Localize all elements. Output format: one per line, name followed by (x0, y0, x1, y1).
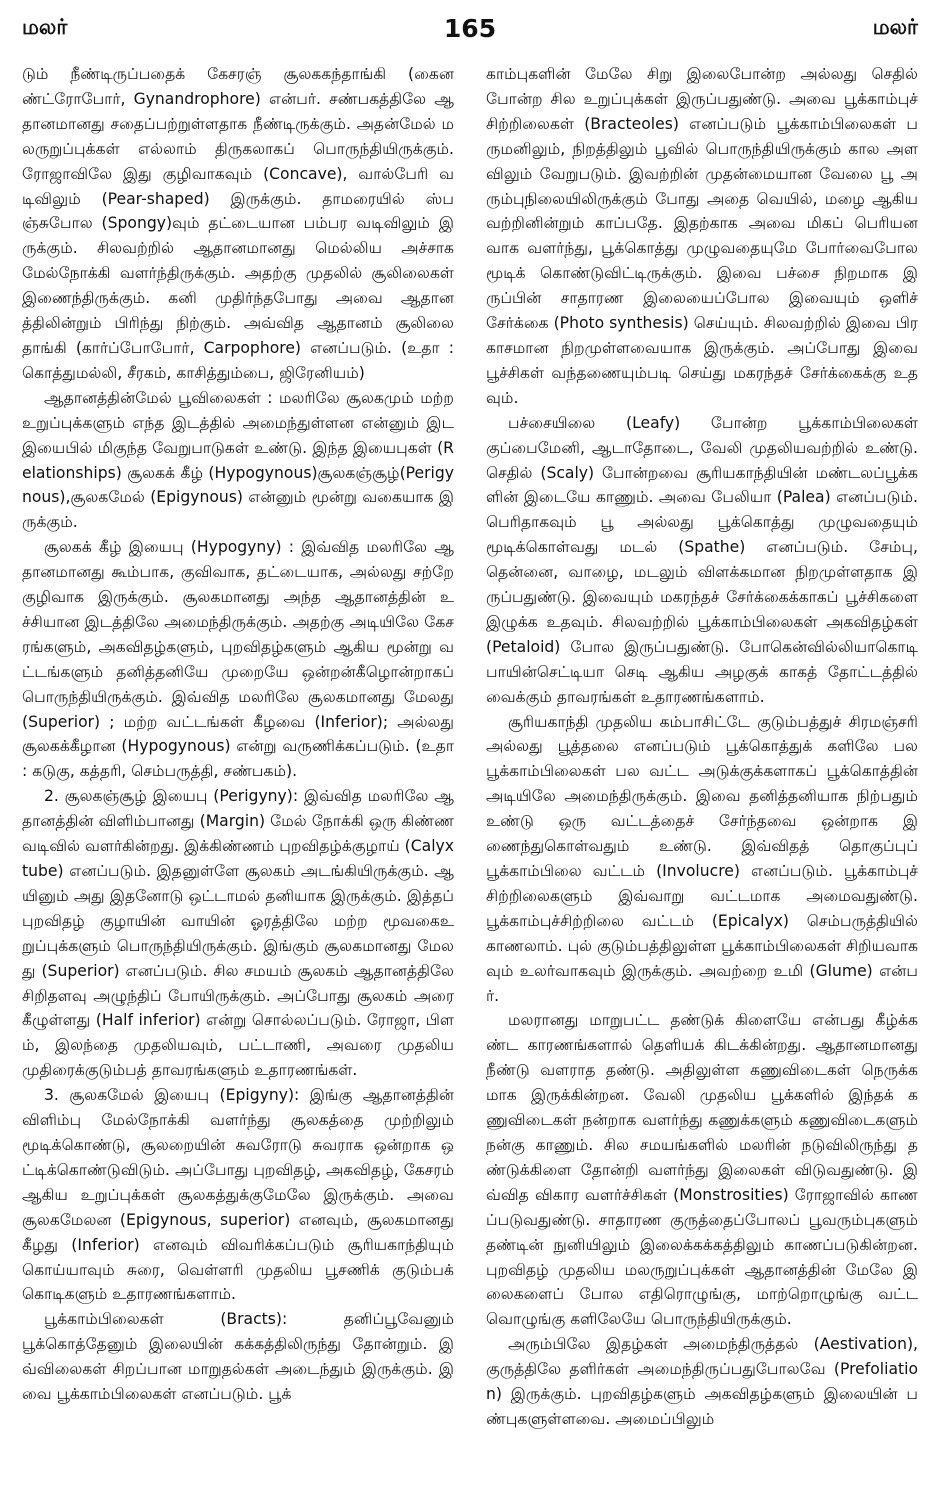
paragraph: காம்புகளின் மேலே சிறு இலைபோன்ற அல்லது செதில் போன்ற சில உறுப்புக்கள் இருப்பதுண்டு. அவை பூக்காம்புச் சிற்றிலைகள் (Bracteoles) எனப்படும் பூக்காம்பிலைகள் பருமனிலும், நிறத்திலும் பூவில் பொருந்தியிருக்கும் கால அளவிலும் வேறுபடும். இவற்றின் முதன்மையான வேலை பூ அரும்புநிலையிலிருக்கும் போது அதை வெயில், மழை ஆகியவற்றினின்றும் காப்பதே. இதற்காக அவை மிகப் பெரியனவாக வளர்ந்து, பூக்கொத்து முழுவதையுமே போர்வைபோல மூடிக் கொண்டுவிட்டிருக்கும். இவை பச்சை நிறமாக இருப்பின் சாதாரண இலையைப்போல இவையும் ஒளிச் சேர்க்கை (Photo synthesis) செய்யும். சிலவற்றில் இவை பிரகாசமான நிறமுள்ளவையாக இருக்கும். அப்போது இவை பூச்சிகள் வந்தணையும்படி செய்து மகரந்தச் சேர்க்கைக்கு உதவும். (486, 65, 918, 407)
paragraph: சூரியகாந்தி முதலிய கம்பாசிட்டே குடும்பத்துச் சிரமஞ்சரி அல்லது பூத்தலை எனப்படும் பூக்கொத்துக் களிலே பல பூக்காம்பிலைகள் பல வட்ட அடுக்குக்களாகப் பூக்கொத்தின் அடியிலே அமைந்திருக்கும். இவை தனித்தனியாக நிற்பதும் உண்டு ஒரு வட்டத்தைச் சேர்ந்தவை ஒன்றாக இணைந்துகொள்வதும் உண்டு. இவ்விதத் தொகுப்புப் பூக்காம்பிலை வட்டம் (Involucre) எனப்படும். பூக்காம்புச் சிற்றிலைகளும் இவ்வாறு வட்டமாக அமைவதுண்டு. பூக்காம்புச்சிற்றிலை வட்டம் (Epicalyx) செம்பருத்தியில் காணலாம். புல் குடும்பத்திலுள்ள பூக்காம்பிலைகள் சிறியவாகவும் உலர்வாகவும் இருக்கும். அவற்றை உமி (Glume) என்பர். (486, 712, 918, 1005)
paragraph: பச்சையிலை (Leafy) போன்ற பூக்காம்பிலைகள் குப்பைமேனி, ஆடாதோடை, வேலி முதலியவற்றில் உண்டு. செதில் (Scaly) போன்றவை சூரியகாந்தியின் மண்டலப்பூக்களின் இடையே காணும். அவை பேலியா (Palea) எனப்படும். பெரிதாகவும் பூ அல்லது பூக்கொத்து முழுவதையும் மூடிக்கொள்வது மடல் (Spathe) எனப்படும். சேம்பு, தென்னை, வாழை, மடலும் விளக்கமான நிறமுள்ளதாக இருப்பதுண்டு. இவையும் மகரந்தச் சேர்க்கைக்காகப் பூச்சிகளை இழுக்க உதவும். சிலவற்றில் பூக்காம்பிலைகள் அகவிதழ்கள் (Petaloid) போல இருப்பதுண்டு. போகென்வில்லியாகொடி பாயின்செட்டியா செடி ஆகிய அழகுக் காகத் தோட்டத்தில் வைக்கும் தாவரங்கள் உதாரணங்களாம். (486, 413, 918, 706)
paragraph: அரும்பிலே இதழ்கள் அமைந்திருத்தல் (Aestivation), குருத்திலே தளிர்கள் அமைந்திருப்பதுபோலவே (Prefoliation) இருக்கும். புறவிதழ்களும் அகவிதழ்களும் இலையின் பண்புகளுள்ளவை. அமைப்பிலும் (486, 1335, 918, 1428)
left-column (22, 62, 454, 1482)
page-header (22, 8, 918, 48)
paragraph: ஆதானத்தின்மேல் பூவிலைகள் : மலரிலே சூலகமும் மற்ற உறுப்புக்களும் எந்த இடத்தில் அமைந்துள்ளன என்னும் இட இயைபில் மிகுந்த வேறுபாடுகள் உண்டு. இந்த இயைபுகள் (Relationships) சூலகக் கீழ் (Hypogynous)சூலகஞ்சூழ்(Perigynous),சூலகமேல் (Epigynous) என்னும் மூன்று வகையாக இருக்கும். (22, 388, 454, 532)
paragraph: 3. சூலகமேல் இயைபு (Epigyny): இங்கு ஆதானத்தின் விளிம்பு மேல்நோக்கி வளர்ந்து சூலகத்தை முற்றிலும் மூடிக்கொண்டு, சூலறையின் சுவரோடு சுவராக ஒன்றாக ஒட்டிக்கொண்டுவிடும். அப்போது புறவிதழ், அகவிதழ், கேசரம் ஆகிய உறுப்புக்கள் சூலகத்துக்குமேலே இருக்கும். அவை சூலகமேலன (Epigynous, superior) எனவும், சூலகமானது கீழது (Inferior) எனவும் விவரிக்கப்படும் சூரியகாந்தியும் கொய்யாவும் சுரை, வெள்ளரி முதலிய பூசணிக் குடும்பக் கொடிகளும் உதாரணங்களாம். (22, 1086, 454, 1304)
paragraph: சூலகக் கீழ் இயைபு (Hypogyny) : இவ்வித மலரிலே ஆதானமானது கூம்பாக, குவிவாக, தட்டையாக, அல்லது சற்றே குழிவாக இருக்கும். சூலகமானது அந்த ஆதானத்தின் உச்சியான இடத்திலே அமைந்திருக்கும். அதற்கு அடியிலே கேசரங்களும், அகவிதழ்களும், புறவிதழ்களும் ஆகிய மூன்று வட்டங்களும் தனித்தனியே முறையே ஒன்றன்கீழொன்றாகப் பொருந்தியிருக்கும். இவ்வித மலரிலே சூலகமானது மேலது (Superior) ; மற்ற வட்டங்கள் கீழவை (Inferior); அல்லது சூலகக்கீழான (Hypogynous) என்று வருணிக்கப்படும். (உதா : கடுகு, கத்தரி, செம்பருத்தி, சண்பகம்). (22, 538, 454, 781)
running-head-left: மலர் (22, 14, 68, 39)
running-head-right: மலர் (872, 14, 918, 39)
paragraph: மலரானது மாறுபட்ட தண்டுக் கிளையே என்பது கீழ்க்கண்ட காரணங்களால் தெளியக் கிடக்கின்றது. ஆதானமானது நீண்டு வளராத தண்டு. அதிலுள்ள கணுவிடைகள் நெருக்கமாக இருக்கின்றன. வேலி முதலிய பூக்களில் இந்தக் கணுவிடைகள் நன்றாக வளர்ந்து கணுக்களும் கணுவிடைகளும் நன்கு காணும். சில சமயங்களில் மலரின் நடுவிலிருந்து தண்டுக்கிளை தோன்றி வளர்ந்து இலைகள் விடுவதுண்டு. இவ்வித விகார வளர்ச்சிகள் (Monstrosities) ரோஜாவில் காணப்படுவதுண்டு. சாதாரண குருத்தைப்போலப் பூவரும்புகளும் தண்டின் நுனியிலும் இலைக்கக்கத்திலும் காணப்படுகின்றன. புறவிதழ் முதலிய மலருறுப்புக்கள் ஆதானத்தின் மேலே இலைகளைப் போல எதிரொழுங்கு, மாற்றொழுங்கு வட்டவொழுங்கு களிலேயே பொருந்தியிருக்கும். (486, 1011, 918, 1329)
page-number: 165 (443, 13, 497, 43)
right-column (486, 62, 918, 1482)
paragraph: டும் நீண்டிருப்பதைக் கேசரஞ் சூலககந்தாங்கி (கைனண்ட்ரோபோர், Gynandrophore) என்பர். சண்பகத்திலே ஆதானமானது சதைப்பற்றுள்ளதாக நீண்டிருக்கும். அதன்மேல் மலருறுப்புக்கள் எல்லாம் திருகலாகப் பொருந்தியிருக்கும். ரோஜாவிலே இது குழிவாகவும் (Concave), வால்பேரி வடிவிலும் (Pear-shaped) இருக்கும். தாமரையில் ஸ்பஞ்சுபோல (Spongy)வும் தட்டையான பம்பர வடிவிலும் இருக்கும். சிலவற்றில் ஆதானமானது மெல்லிய அச்சாக மேல்நோக்கி வளர்ந்திருக்கும். அதற்கு முதலில் சூலிலைகள் இணைந்திருக்கும். கனி முதிர்ந்தபோது அவை ஆதானத்திலின்றும் பிரிந்து நிற்கும். அவ்வித ஆதானம் சூலிலை தாங்கி (கார்ப்போபோர், Carpophore) எனப்படும். (உதா : கொத்துமல்லி, சீரகம், காசித்தும்பை, ஜிரேனியம்) (22, 65, 454, 382)
paragraph: 2. சூலகஞ்சூழ் இயைபு (Perigyny): இவ்வித மலரிலே ஆதானத்தின் விளிம்பானது (Margin) மேல் நோக்கி ஒரு கிண்ண வடிவில் வளர்கின்றது. இக்கிண்ணம் புறவிதழ்க்குழாய் (Calyx tube) எனப்படும். இதனுள்ளே சூலகம் அடங்கியிருக்கும். ஆயினும் அது இதனோடு ஒட்டாமல் தனியாக இருக்கும். இத்தப் புறவிதழ் குழாயின் வாயின் ஓரத்திலே மற்ற மூவகைஉறுப்புக்களும் பொருந்தியிருக்கும். இங்கும் சூலகமானது மேலது (Superior) எனப்படும். சில சமயம் சூலகம் ஆதானத்திலே சிறிதளவு அழுந்திப் போயிருக்கும். அப்போது சூலகம் அரை கீழுள்ளது (Half inferior) என்று சொல்லப்படும். ரோஜா, பிளம், இலந்தை முதலியவும், பட்டாணி, அவரை முதலிய முதிரைக்குடும்பத் தாவரங்களும் உதாரணங்கள். (22, 787, 454, 1080)
paragraph: பூக்காம்பிலைகள் (Bracts): தனிப்பூவேனும் பூக்கொத்தேனும் இலையின் கக்கத்திலிருந்து தோன்றும். இவ்விலைகள் சிறப்பான மாறுதல்கள் அடைந்தும் இருக்கும். இவை பூக்காம்பிலைகள் எனப்படும். பூக் (22, 1310, 454, 1404)
text-columns (22, 62, 918, 1482)
